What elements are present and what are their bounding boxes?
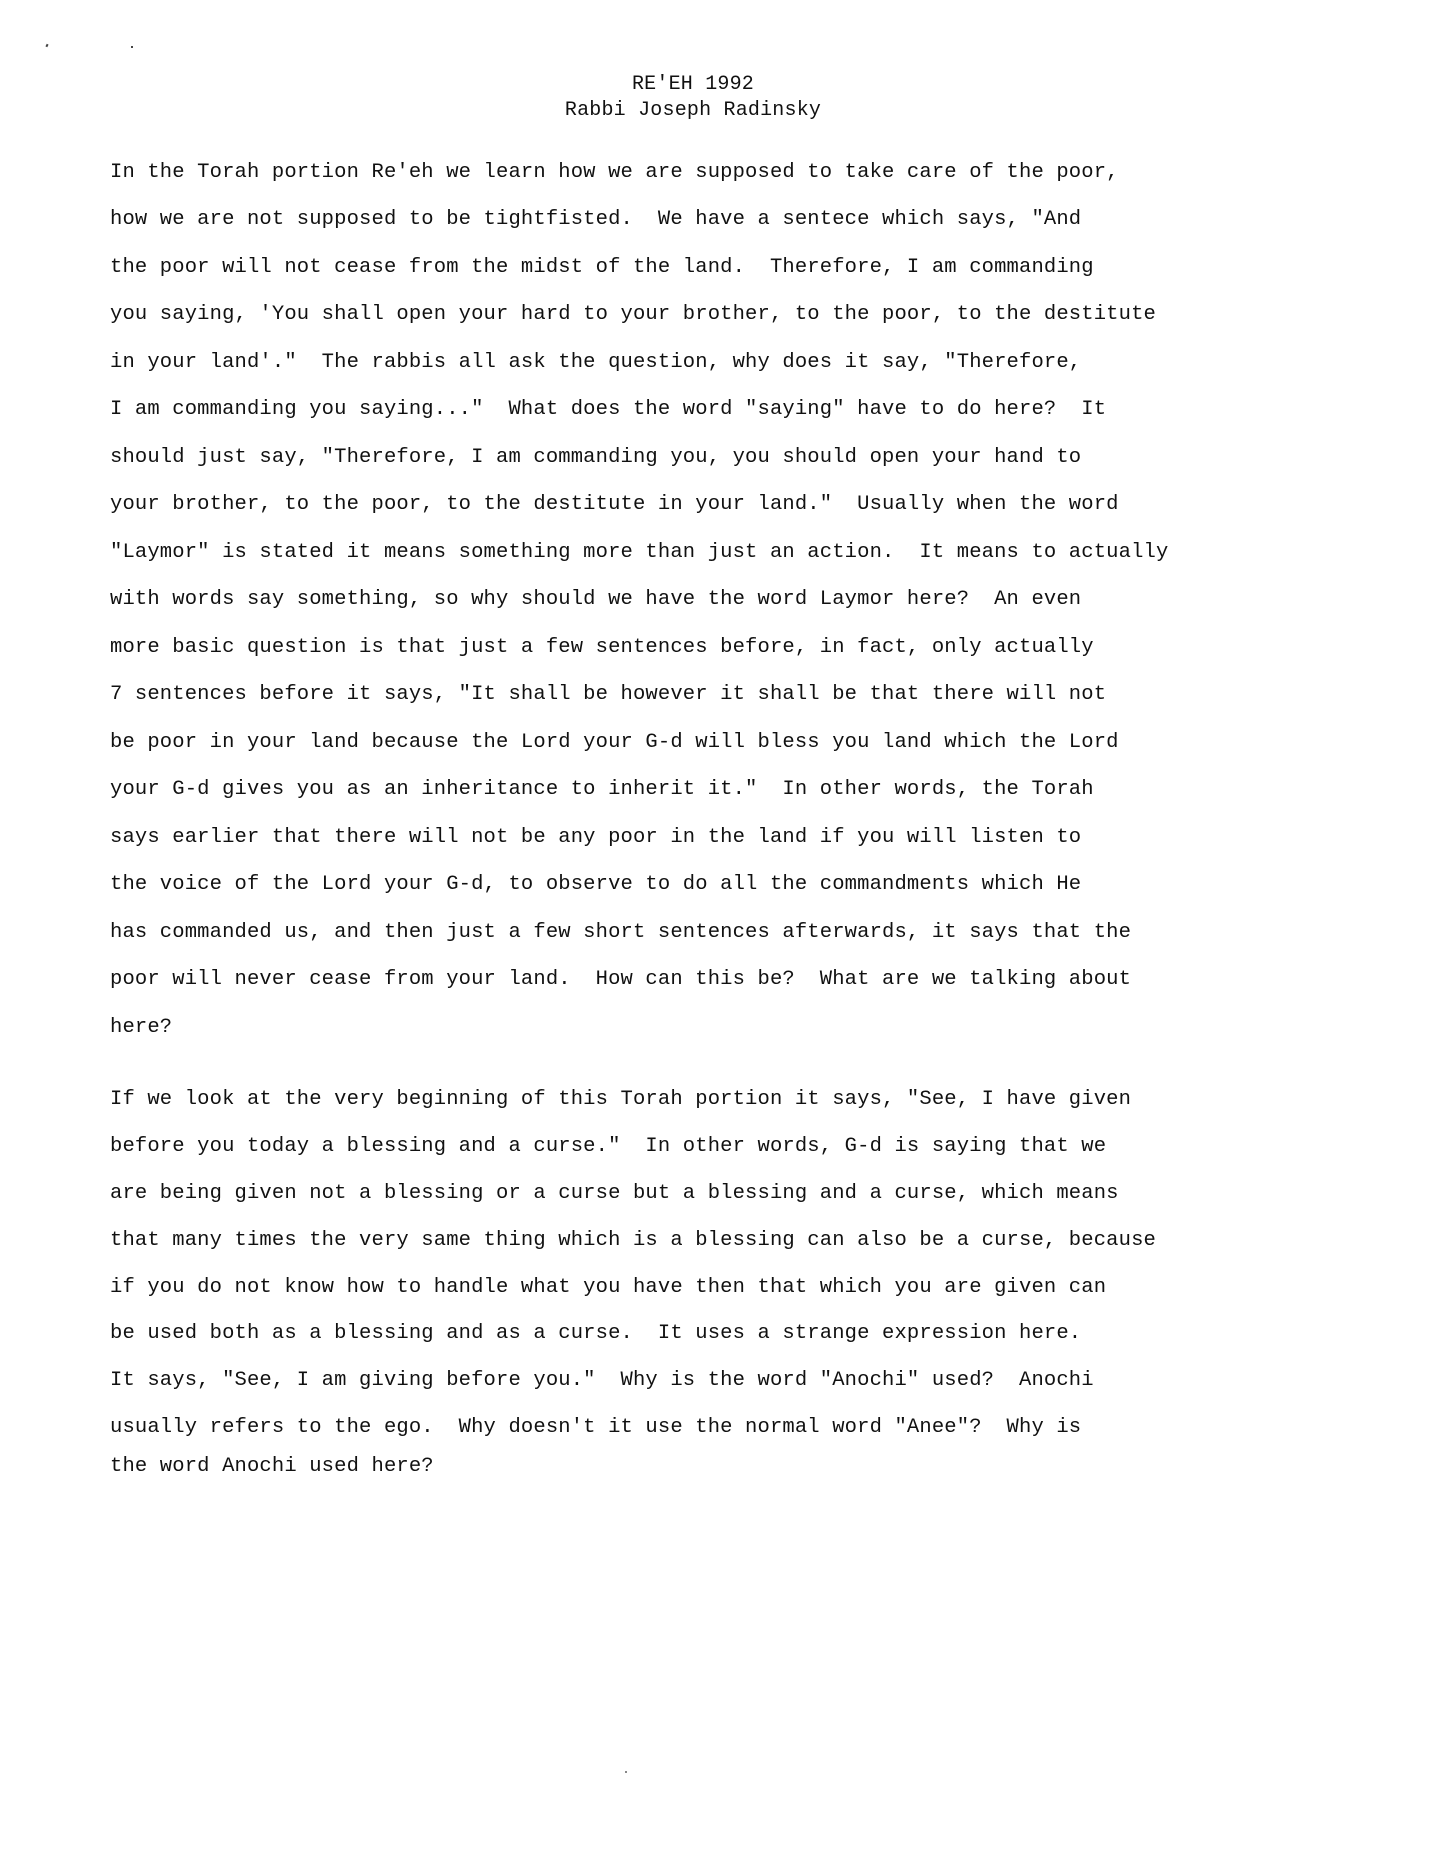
text-line: poor will never cease from your land. How can this be? What are we talking about [110, 968, 1132, 991]
text-line: if you do not know how to handle what you have then that which you are given can [110, 1276, 1107, 1299]
text-line: says earlier that there will not be any poor in the land if you will listen to [110, 826, 1082, 849]
text-line: It says, "See, I am giving before you." Why is the word "Anochi" used? Anochi [110, 1369, 1094, 1392]
text-line: "Laymor" is stated it means something more than just an action. It means to actually [110, 541, 1169, 564]
text-line: If we look at the very beginning of this Torah portion it says, "See, I have given [110, 1088, 1132, 1111]
document-title: RE'EH 1992 [631, 73, 755, 96]
text-line: more basic question is that just a few sentences before, in fact, only actually [110, 636, 1094, 659]
text-line: usually refers to the ego. Why doesn't it use the normal word "Anee"? Why is [110, 1416, 1082, 1439]
text-line: be poor in your land because the Lord your G-d will bless you land which the Lord [110, 731, 1119, 754]
document-author: Rabbi Joseph Radinsky [564, 99, 822, 122]
text-line: in your land'." The rabbis all ask the question, why does it say, "Therefore, [110, 351, 1082, 374]
text-line: be used both as a blessing and as a curse. It uses a strange expression here. [110, 1322, 1082, 1345]
scan-speck [625, 1771, 627, 1773]
text-line: your brother, to the poor, to the destitute in your land." Usually when the word [110, 493, 1119, 516]
text-line: here? [110, 1016, 173, 1039]
text-line: your G-d gives you as an inheritance to inherit it." In other words, the Torah [110, 778, 1094, 801]
text-line: 7 sentences before it says, "It shall be however it shall be that there will not [110, 683, 1107, 706]
text-line: that many times the very same thing which is a blessing can also be a curse, because [110, 1229, 1156, 1252]
text-line: are being given not a blessing or a curse but a blessing and a curse, which means [110, 1182, 1119, 1205]
text-line: with words say something, so why should we have the word Laymor here? An even [110, 588, 1082, 611]
text-line: I am commanding you saying..." What does the word "saying" have to do here? It [110, 398, 1107, 421]
text-line: the poor will not cease from the midst of the land. Therefore, I am commanding [110, 256, 1094, 279]
text-line: you saying, 'You shall open your hard to your brother, to the poor, to the destitute [110, 303, 1156, 326]
text-line: has commanded us, and then just a few short sentences afterwards, it says that the [110, 921, 1132, 944]
text-line: In the Torah portion Re'eh we learn how we are supposed to take care of the poor, [110, 161, 1119, 184]
text-line: the word Anochi used here? [110, 1455, 434, 1478]
text-line: should just say, "Therefore, I am commanding you, you should open your hand to [110, 446, 1082, 469]
text-line: how we are not supposed to be tightfisted. We have a sentece which says, "And [110, 208, 1082, 231]
text-line: before you today a blessing and a curse." In other words, G-d is saying that we [110, 1135, 1107, 1158]
text-line: the voice of the Lord your G-d, to observe to do all the commandments which He [110, 873, 1082, 896]
scan-speck [45, 44, 48, 48]
scan-speck [131, 46, 133, 48]
